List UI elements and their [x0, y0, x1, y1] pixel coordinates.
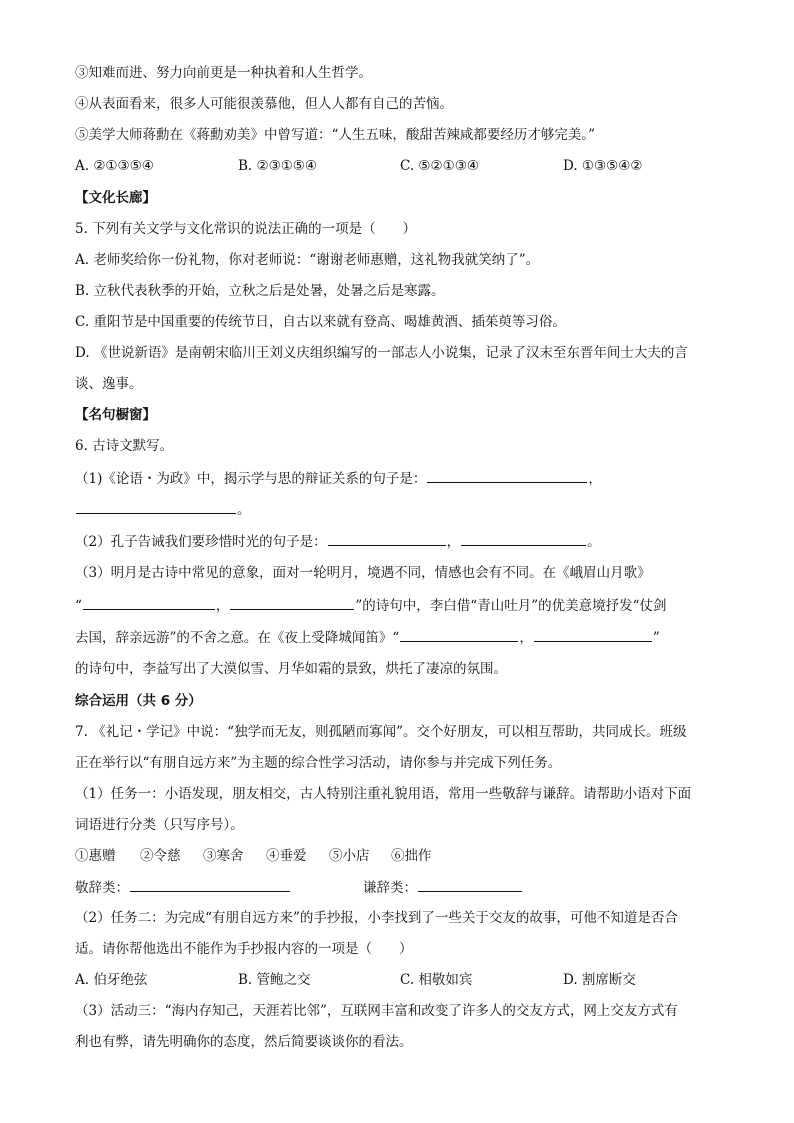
- option-b: B. ②③①⑤④: [238, 158, 318, 174]
- word-6: ⑥拙作: [391, 848, 432, 864]
- q6-part1-text: （1)《论语・为政》中，揭示学与思的辩证关系的句子是：: [75, 471, 427, 487]
- q6-part1-end: 。: [237, 502, 251, 518]
- q5-option-b: B. 立秋代表秋季的开始，立秋之后是处暑，处暑之后是寒露。: [75, 283, 445, 299]
- sentence-3: ③知难而进、努力向前更是一种执着和人生哲学。: [75, 65, 372, 81]
- answer-blank[interactable]: [427, 469, 587, 483]
- sentence-5: ⑤美学大师蒋勳在《蒋勳劝美》中曾写道：“人生五味，酸甜苦辣咸都要经历才够完美。”: [75, 127, 596, 143]
- answer-blank[interactable]: [83, 596, 215, 610]
- comma: ，: [215, 598, 230, 614]
- q6-part2-end: 。: [587, 534, 601, 550]
- q6-part3-line2: [75, 596, 667, 615]
- q6-part1: [75, 469, 602, 488]
- q7-line1: 7. 《礼记・学记》中说：“独学而无友，则孤陋而寡闻”。交个好朋友，可以相互帮助，共同成长。班级: [75, 724, 687, 740]
- q7-line2: 正在举行以“有朋自远方来”为主题的综合性学习活动，请你参与并完成下列任务。: [75, 755, 562, 771]
- word-3: ③寒舍: [203, 848, 244, 864]
- task2-option-d: D. 割席断交: [563, 972, 636, 988]
- q5-option-a: A. 老师奖给你一份礼物，你对老师说：“谢谢老师惠赠，这礼物我就笑纳了”。: [75, 252, 540, 268]
- q5-option-c: C. 重阳节是中国重要的传统节日，自古以来就有登高、喝雄黄酒、插茱萸等习俗。: [75, 314, 566, 330]
- q6-part1-comma: ，: [588, 471, 602, 487]
- q6-part2-text: （2）孔子告诫我们要珍惜时光的句子是：: [75, 534, 327, 550]
- option-d: D. ①③⑤④②: [563, 158, 643, 174]
- respect-words-answer: [75, 878, 291, 897]
- answer-blank[interactable]: [400, 628, 518, 642]
- q7-task1-line1: （1）任务一：小语发现，朋友相交，古人特别注重礼貌用语，常用一些敬辞与谦辞。请帮助小语对下面: [75, 786, 692, 802]
- answer-blank[interactable]: [418, 878, 522, 892]
- task2-option-b: B. 管鲍之交: [238, 972, 311, 988]
- word-2: ②令慈: [140, 848, 181, 864]
- task2-option-a: A. 伯牙绝弦: [75, 972, 148, 988]
- q6-part2: [75, 532, 601, 551]
- q5-option-d-line2: 谈、逸事。: [75, 376, 143, 392]
- word-5: ⑤小店: [329, 848, 370, 864]
- q6-part2-comma: ，: [446, 534, 461, 550]
- answer-blank[interactable]: [461, 532, 586, 546]
- q7-task2-line1: （2）任务二：为完成“有朋自远方来”的手抄报，小李找到了一些关于交友的故事，可他不知道是否合: [75, 910, 678, 926]
- q6-part3-line3-text: 去国，辞亲远游”的不舍之意。在《夜上受降城闻笛》“: [75, 630, 400, 646]
- option-c: C. ⑤②①③④: [400, 158, 479, 174]
- section-heading-culture: 【文化长廊】: [75, 190, 156, 206]
- q7-task1-line2: 词语进行分类（只写序号）。: [75, 817, 244, 833]
- humble-label: 谦辞类：: [363, 880, 417, 896]
- answer-blank[interactable]: [130, 878, 290, 892]
- q6-part1-line2: [75, 500, 251, 519]
- section-heading-comprehensive: 综合运用（共 6 分）: [75, 693, 202, 709]
- q6-part3-line3: [75, 628, 660, 647]
- respect-label: 敬辞类：: [75, 880, 129, 896]
- word-4: ④垂爱: [266, 848, 307, 864]
- answer-blank[interactable]: [76, 500, 236, 514]
- q6-part3-line2-rest: ”的诗句中，李白借“青山吐月”的优美意境抒发“仗剑: [355, 598, 667, 614]
- task2-option-c: C. 相敬如宾: [400, 972, 473, 988]
- section-heading-quotes: 【名句橱窗】: [75, 407, 156, 423]
- q6-stem: 6. 古诗文默写。: [75, 438, 174, 454]
- q5-stem: 5. 下列有关文学与文化常识的说法正确的一项是（ ）: [75, 221, 417, 237]
- q5-option-d-line1: D. 《世说新语》是南朝宋临川王刘义庆组织编写的一部志人小说集，记录了汉末至东晋年间士大夫的言: [75, 345, 688, 361]
- q6-part3-line4: 的诗句中，李益写出了大漠似雪、月华如霜的景致，烘托了凄凉的氛围。: [75, 661, 507, 677]
- q7-task3-line1: （3）活动三：“海内存知己，天涯若比邻”，互联网丰富和改变了许多人的交友方式，网上交友方式有: [75, 1003, 678, 1019]
- open-quote: “: [75, 598, 82, 614]
- comma: ，: [519, 630, 533, 646]
- close-quote: ”: [652, 630, 660, 646]
- word-1: ①惠赠: [75, 848, 116, 864]
- option-a: A. ②①③⑤④: [75, 158, 154, 174]
- q7-task3-line2: 利也有弊，请先明确你的态度，然后简要谈谈你的看法。: [75, 1034, 413, 1050]
- answer-blank[interactable]: [534, 628, 652, 642]
- q6-part3-line1: （3）明月是古诗中常见的意象，面对一轮明月，境遇不同，情感也会有不同。在《峨眉山月歌》: [75, 565, 651, 581]
- q7-task2-line2: 适。请你帮他选出不能作为手抄报内容的一项是（ ）: [75, 941, 413, 957]
- humble-words-answer: [363, 878, 523, 897]
- answer-blank[interactable]: [328, 532, 446, 546]
- sentence-4: ④从表面看来，很多人可能很羡慕他，但人人都有自己的苦恼。: [75, 96, 453, 112]
- answer-blank[interactable]: [230, 596, 354, 610]
